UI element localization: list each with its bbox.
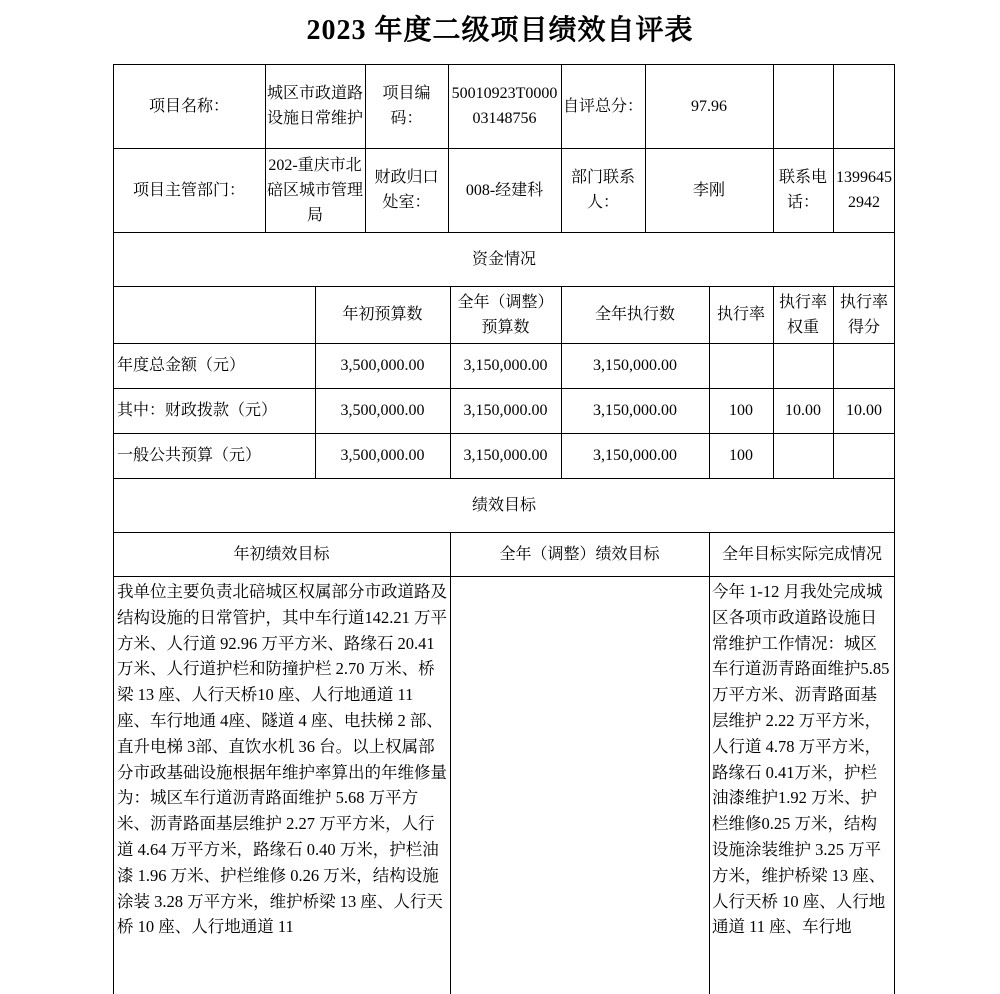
funds-cell	[773, 343, 833, 388]
funds-row-label: 其中：财政拨款（元）	[117, 402, 278, 419]
funds-cell: 3,500,000.00	[340, 357, 425, 374]
funds-cell	[833, 343, 895, 388]
score-value: 97.96	[691, 97, 727, 115]
contact-value: 李刚	[692, 181, 725, 199]
project-name-label: 项目名称：	[148, 97, 229, 115]
funds-header-initial: 年初预算数	[342, 306, 423, 323]
goals-header-adjusted: 全年（调整）绩效目标	[499, 545, 660, 563]
funds-section-title: 资金情况	[471, 250, 536, 268]
funds-header-rate: 执行率	[716, 306, 765, 323]
goals-section-title: 绩效目标	[471, 496, 536, 514]
funds-row-label: 一般公共预算（元）	[117, 447, 262, 464]
evaluation-table	[113, 64, 895, 994]
phone-value: 13996452942	[836, 169, 892, 211]
funds-cell: 10.00	[785, 402, 821, 419]
contact-label: 部门联系人：	[570, 169, 635, 211]
funds-cell	[709, 343, 773, 388]
funds-cell: 3,150,000.00	[593, 402, 677, 419]
funds-header-score: 执行率得分	[839, 293, 888, 336]
funds-cell: 100	[729, 447, 753, 464]
goals-header-initial: 年初绩效目标	[233, 545, 330, 563]
funds-cell: 3,150,000.00	[463, 447, 548, 464]
phone-label: 联系电话：	[778, 169, 827, 211]
finance-office-label: 财政归口处室：	[374, 169, 439, 211]
project-code-value: 50010923T000003148756	[451, 85, 558, 127]
goals-header-actual: 全年目标实际完成情况	[721, 545, 882, 563]
goals-initial-text: 我单位主要负责北碚城区权属部分市政道路及结构设施的日常管护，其中车行道142.21 万平方米、人行道 92.96 万平方米、路缘石 20.41 万米、人行道护栏和防撞护栏 2.70 万米、桥梁 13 座、人行天桥10 座、人行地通道 11 座、车行地通 4座、隧道 4 座、电扶梯 2 部、直升电梯 3部、直饮水机 36 台。以上权属部分市政基础设施根据年维护率算出的年维修量为：城区车行道沥青路面维护 5.68 万平方米、沥青路面基层维护 2.27 万平方米，人行道 4.64 万平方米，路缘石 0.40 万米，护栏油漆 1.96 万米、护栏维修 0.26 万米，结构设施涂装 3.28 万平方米，维护桥梁 13 座、人行天桥 10 座、人行地通道 11	[117, 582, 447, 937]
funds-cell: 3,500,000.00	[340, 447, 425, 464]
score-label: 自评总分：	[563, 97, 644, 115]
funds-cell: 3,150,000.00	[463, 357, 548, 374]
finance-office-value: 008-经建科	[465, 181, 544, 199]
dept-value: 202-重庆市北碚区城市管理局	[267, 156, 364, 224]
funds-row-label: 年度总金额（元）	[117, 357, 246, 374]
funds-header-executed: 全年执行数	[594, 306, 675, 323]
funds-cell	[833, 433, 895, 478]
dept-label: 项目主管部门：	[132, 181, 245, 199]
goals-actual-text: 今年 1-12 月我处完成城区各项市政道路设施日常维护工作情况：城区车行道沥青路面维护5.85 万平方米、沥青路面基层维护 2.22 万平方米，人行道 4.78 万平方米，路缘石 0.41万米，护栏油漆维护1.92 万米、护栏维修0.25 万米，结构设施涂装维护 3.25 万平方米，维护桥梁 13 座、人行天桥 10 座、人行地通道 11 座、车行地	[712, 582, 890, 937]
funds-cell: 3,150,000.00	[593, 357, 677, 374]
funds-cell: 3,150,000.00	[463, 402, 548, 419]
funds-header-weight: 执行率权重	[778, 293, 827, 336]
project-code-label: 项目编码：	[382, 85, 431, 127]
funds-cell	[773, 433, 833, 478]
page-title: 2023 年度二级项目绩效自评表	[306, 15, 694, 46]
funds-header-adjusted: 全年（调整）预算数	[457, 293, 554, 336]
project-name-value: 城区市政道路设施日常维护	[267, 85, 364, 127]
funds-cell: 10.00	[846, 402, 882, 419]
funds-cell: 3,150,000.00	[593, 447, 677, 464]
funds-cell: 100	[729, 402, 753, 419]
funds-cell: 3,500,000.00	[340, 402, 425, 419]
